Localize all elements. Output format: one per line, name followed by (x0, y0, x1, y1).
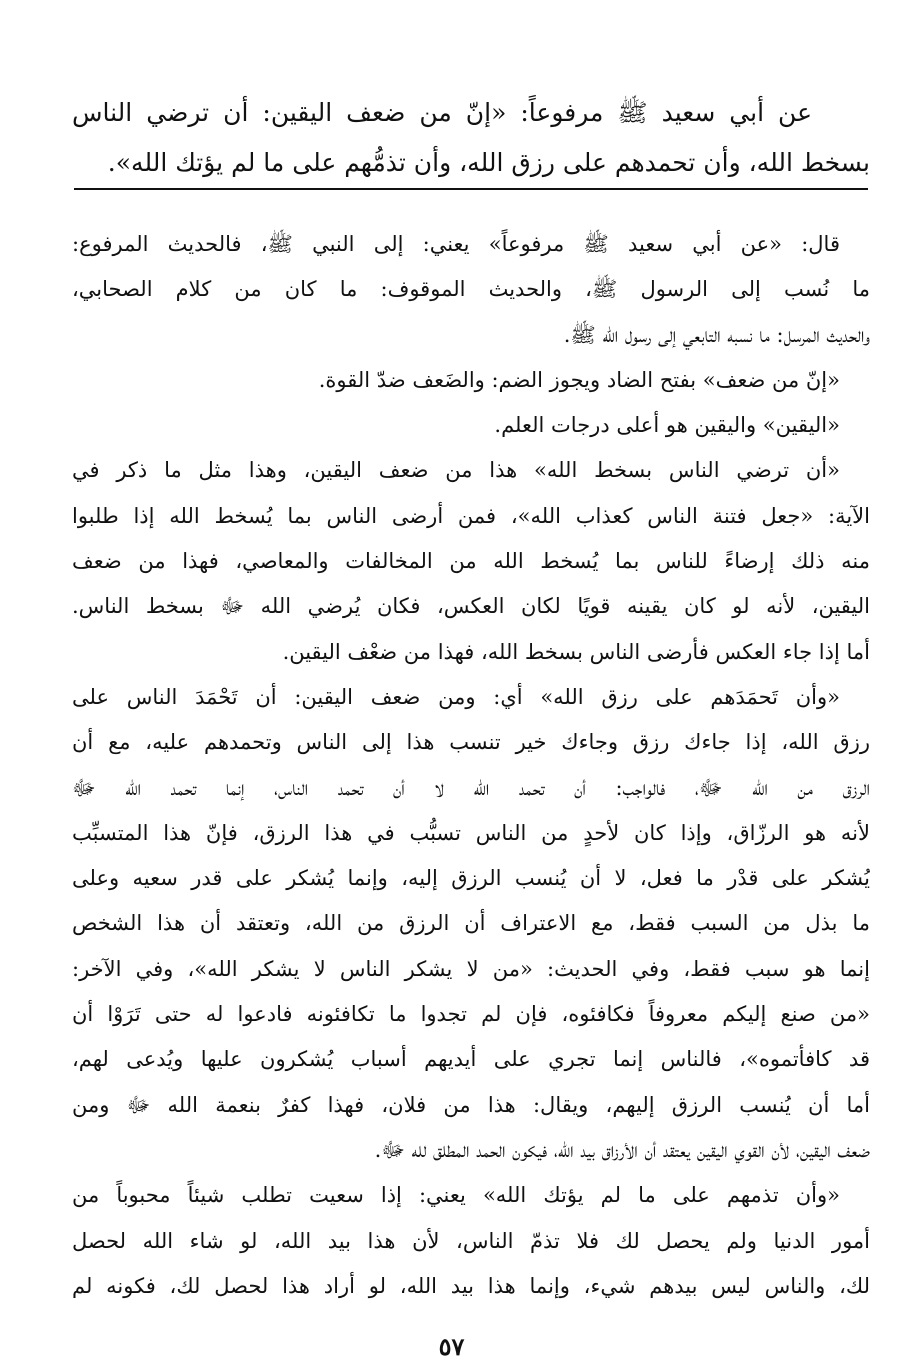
commentary-line: اليقين، لأنه لو كان يقينه قويًا لكان العكس، فكان يُرضي الله ﷻ بسخط الناس. (72, 594, 870, 619)
commentary-line: منه ذلك إرضاءً للناس بما يُسخط الله من المخالفات والمعاصي، فهذا من ضعف (72, 549, 870, 574)
hadith-text-block (72, 88, 870, 188)
commentary-line: «من صنع إليكم معروفاً فكافئوه، فإن لم تجدوا ما تكافئونه فادعوا له حتى تَرَوْا أن (72, 1002, 870, 1027)
commentary-line: لك، والناس ليس بيدهم شيء، وإنما هذا بيد الله، لو أراد هذا لحصل لك، فكونه لم (72, 1273, 870, 1298)
commentary-line: «إنّ من ضعف» بفتح الضاد ويجوز الضم: والضَعف ضدّ القوة. (318, 367, 840, 392)
commentary-line: «وأن تذمهم على ما لم يؤتك الله» يعني: إذا سعيت تطلب شيئاً محبوباً من (72, 1183, 840, 1208)
commentary-line: قد كافأتموه»، فالناس إنما تجري على أيديهم أسباب يُشكرون عليها ويُدعى لهم، (72, 1047, 870, 1072)
commentary-line: الرزق من الله ﷻ، فالواجب: أن تحمد الله لا أن تحمد الناس، إنما تحمد الله ﷻ (72, 775, 870, 800)
commentary-line: الآية: «جعل فتنة الناس كعذاب الله»، فمن أرضى الناس بما يُسخط الله إذا طلبوا (72, 503, 870, 528)
hadith-text: عن أبي سعيد ﷺ مرفوعاً: «إنّ من ضعف اليقين: أن ترضي الناس بسخط الله، وأن تحمدهم على رزق الله، وأن تذمُّهم على ما لم يؤتك الله». (72, 98, 870, 177)
commentary-line: والحديث المرسل: ما نسبه التابعي إلى رسول الله ﷺ. (563, 322, 870, 347)
commentary-line: رزق الله، إذا جاءك رزق وجاءك خير تنسب هذا إلى الناس وتحمدهم عليه، مع أن (72, 730, 870, 755)
commentary-line: «أن ترضي الناس بسخط الله» هذا من ضعف اليقين، وهذا مثل ما ذكر في (72, 458, 840, 483)
commentary-line: ما بذل من السبب فقط، مع الاعتراف أن الرزق من الله، وتعتقد أن هذا الشخص (72, 911, 870, 936)
commentary-line: أمور الدنيا ولم يحصل لك فلا تذمّ الناس، لأن هذا بيد الله، لو شاء الله لحصل (72, 1228, 870, 1253)
separator-rule (74, 188, 868, 190)
commentary-line: أما إذا جاء العكس فأرضى الناس بسخط الله، فهذا من ضعْف اليقين. (282, 639, 870, 664)
commentary-line: لأنه هو الرزّاق، وإذا كان لأحدٍ من الناس تسبُّب في هذا الرزق، فإنّ هذا المتسبِّب (72, 820, 870, 845)
commentary-line: «اليقين» واليقين هو أعلى درجات العلم. (494, 413, 840, 438)
commentary-block (72, 222, 870, 1309)
commentary-line: ما نُسب إلى الرسول ﷺ، والحديث الموقوف: ما كان من كلام الصحابي، (72, 277, 870, 302)
page-number: ٥٧ (438, 1332, 465, 1361)
commentary-line: ضعف اليقين، لأن القوي اليقين يعتقد أن الأرزاق بيد الله، فيكون الحمد المطلق لله ﷻ. (374, 1137, 870, 1162)
commentary-line: إنما هو سبب فقط، وفي الحديث: «من لا يشكر الناس لا يشكر الله»، وفي الآخر: (72, 956, 870, 981)
commentary-line: أما أن يُنسب الرزق إليهم، ويقال: هذا من فلان، فهذا كفرٌ بنعمة الله ﷻ ومن (72, 1092, 870, 1117)
commentary-line: يُشكر على قدْر ما فعل، لا أن يُنسب الرزق إليه، وإنما يُشكر على قدر سعيه وعلى (72, 866, 870, 891)
commentary-line: «وأن تَحمَدَهم على رزق الله» أي: ومن ضعف اليقين: أن تَحْمَدَ الناس على (72, 684, 840, 709)
commentary-line: قال: «عن أبي سعيد ﷺ مرفوعاً» يعني: إلى النبي ﷺ، فالحديث المرفوع: (72, 232, 840, 256)
